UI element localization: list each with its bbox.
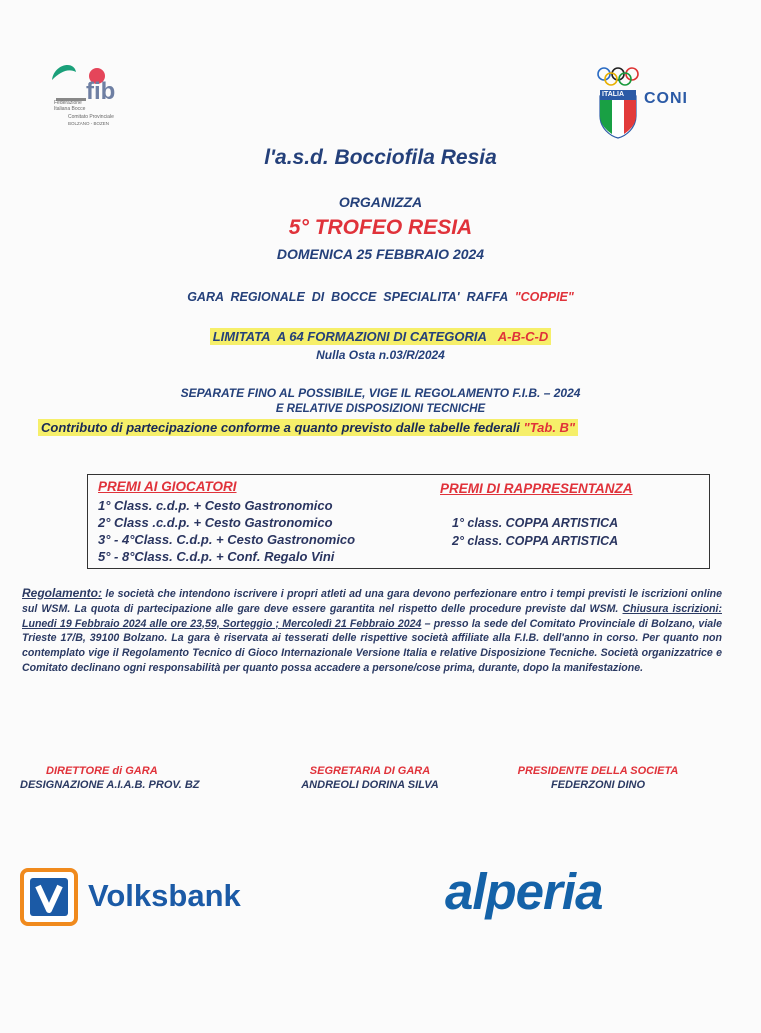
limit-highlight (210, 328, 552, 345)
volksbank-logo (20, 866, 280, 928)
giocatori-prize-2: 2° Class .c.d.p. + Cesto Gastronomico (98, 515, 333, 530)
volksbank-wordmark: Volksbank (88, 878, 241, 913)
contributo-tab: "Tab. B" (523, 420, 576, 435)
coni-logo (594, 66, 704, 142)
gara-line (0, 290, 761, 304)
giocatori-title: PREMI AI GIOCATORI (98, 479, 237, 494)
regolamento-p1: le società che intendono iscrivere i propri atleti ad una gara devono perfezionare entro i tempi previsti le iscrizioni online sul WSM. La quota di partecipazione alle gare deve essere garantita nel rispetto delle procedure previste dal WSM. (22, 588, 722, 615)
fib-wordmark: fib (86, 78, 116, 105)
regolamento-paragraph (22, 586, 722, 676)
direttore-title: DIRETTORE di GARA (46, 765, 158, 777)
regolamento-chiusura: Chiusura iscrizioni: Lunedi 19 Febbraio 2024 alle ore 23,59, Sorteggio ; Mercoledì 21 Febbraio 2024 (22, 602, 722, 630)
rappresentanza-prize-2: 2° class. COPPA ARTISTICA (452, 534, 619, 548)
signature-presidente (498, 765, 698, 791)
event-date: DOMENICA 25 FEBBRAIO 2024 (276, 246, 485, 262)
fib-province: Comitato Provinciale (68, 114, 114, 120)
fib-subtext: Federazione Italiana Bocce (54, 100, 86, 112)
presidente-title: PRESIDENTE DELLA SOCIETA (517, 765, 679, 777)
segretaria-name: ANDREOLI DORINA SILVA (301, 779, 439, 791)
direttore-name: DESIGNAZIONE A.I.A.B. PROV. BZ (20, 779, 200, 791)
alperia-logo: alperia (445, 863, 603, 920)
fib-city: BOLZANO - BOZEN (68, 121, 110, 126)
contributo-line (38, 420, 578, 435)
separate-line: SEPARATE FINO AL POSSIBILE, VIGE IL REGOLAMENTO F.I.B. – 2024 (180, 386, 581, 400)
disposizioni-line: E RELATIVE DISPOSIZIONI TECNICHE (275, 403, 486, 415)
olympic-rings-icon (596, 66, 646, 86)
fib-logo (48, 58, 138, 128)
coni-flag-label: ITALIA (602, 91, 625, 98)
gara-prefix: GARA REGIONALE DI BOCCE SPECIALITA' RAFFA (187, 290, 515, 304)
signature-direttore (20, 765, 220, 791)
coni-wordmark: CONI (644, 90, 688, 107)
volksbank-v-icon (20, 868, 78, 926)
segretaria-title: SEGRETARIA DI GARA (309, 765, 431, 777)
regolamento-p2: – presso la sede del Comitato Provinciale di Bolzano, viale Trieste 17/B, 39100 Bolzano. La gara è riservata ai tesserati delle rispettive società affiliate alla F.I.B. dell'anno in corso. Per quanto non contemplato vige il Regolamento Tecnico di Gioco Internazionale Versione Italia e relative Disposizione Tecniche. Società organizzatrice e Comitato declinano ogni responsabilità per quanto possa accadere a persone/cose prima, durante, dopo la manifestazione. (22, 617, 722, 674)
nulla-osta: Nulla Osta n.03/R/2024 (316, 348, 445, 362)
contributo-text: Contributo di partecipazione conforme a quanto previsto dalle tabelle federali (41, 420, 524, 435)
limit-categories: A-B-C-D (497, 329, 549, 344)
rappresentanza-prize-1: 1° class. COPPA ARTISTICA (452, 516, 619, 530)
signature-segretaria (280, 765, 460, 791)
presidente-name: FEDERZONI DINO (550, 779, 646, 791)
rappresentanza-title: PREMI DI RAPPRESENTANZA (440, 481, 633, 496)
contributo-highlight (38, 419, 578, 436)
giocatori-prize-1: 1° Class. c.d.p. + Cesto Gastronomico (98, 498, 333, 513)
limit-line (0, 329, 761, 344)
club-name: l'a.s.d. Bocciofila Resia (264, 146, 497, 169)
trophy-title: 5° TROFEO RESIA (288, 216, 473, 239)
gara-coppie: "COPPIE" (514, 290, 574, 304)
limit-prefix: LIMITATA A 64 FORMAZIONI DI CATEGORIA (212, 329, 487, 344)
organizza: ORGANIZZA (338, 194, 423, 210)
giocatori-prize-3: 3° - 4°Class. C.d.p. + Cesto Gastronomico (98, 532, 356, 547)
giocatori-prize-4: 5° - 8°Class. C.d.p. + Conf. Regalo Vini (98, 549, 335, 564)
regolamento-label: Regolamento: (22, 586, 103, 600)
